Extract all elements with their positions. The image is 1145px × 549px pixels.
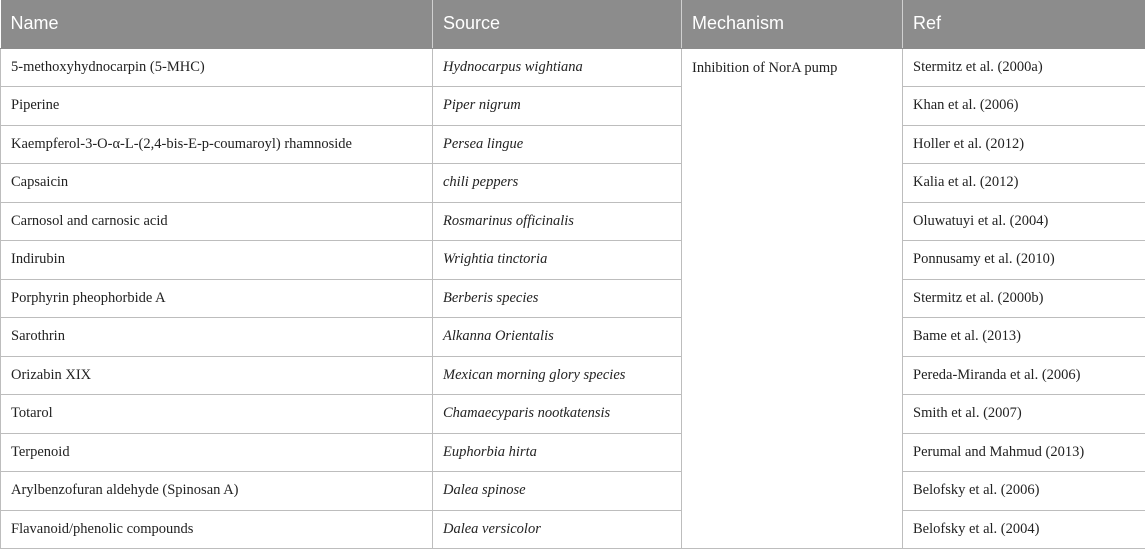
name-cell: Capsaicin [1,164,433,203]
ref-cell: Oluwatuyi et al. (2004) [903,202,1145,241]
ref-cell: Stermitz et al. (2000b) [903,279,1145,318]
name-cell: 5-methoxyhydnocarpin (5-MHC) [1,48,433,87]
table-row [1,241,1145,280]
table-row [1,164,1145,203]
table-row [1,472,1145,511]
source-cell: Mexican morning glory species [433,356,682,395]
ref-cell: Smith et al. (2007) [903,395,1145,434]
table-row [1,510,1145,549]
source-cell: Piper nigrum [433,87,682,126]
header-source: Source [433,0,682,48]
source-cell: Alkanna Orientalis [433,318,682,357]
name-cell: Kaempferol-3-O-α-L-(2,4-bis-E-p-coumaroyl) rhamnoside [1,125,433,164]
source-cell: Hydnocarpus wightiana [433,48,682,87]
ref-cell: Stermitz et al. (2000a) [903,48,1145,87]
ref-cell: Belofsky et al. (2006) [903,472,1145,511]
source-cell: Persea lingue [433,125,682,164]
source-cell: Rosmarinus officinalis [433,202,682,241]
table-row [1,279,1145,318]
source-cell: Dalea spinose [433,472,682,511]
name-cell: Porphyrin pheophorbide A [1,279,433,318]
source-cell: chili peppers [433,164,682,203]
mechanism-cell: Inhibition of NorA pump [682,48,903,549]
header-row [1,0,1145,48]
table-row [1,48,1145,87]
name-cell: Indirubin [1,241,433,280]
ref-cell: Bame et al. (2013) [903,318,1145,357]
source-cell: Wrightia tinctoria [433,241,682,280]
ref-cell: Kalia et al. (2012) [903,164,1145,203]
ref-cell: Holler et al. (2012) [903,125,1145,164]
source-cell: Berberis species [433,279,682,318]
header-name: Name [1,0,433,48]
source-cell: Dalea versicolor [433,510,682,549]
table-row [1,395,1145,434]
ref-cell: Pereda-Miranda et al. (2006) [903,356,1145,395]
ref-cell: Khan et al. (2006) [903,87,1145,126]
table-row [1,433,1145,472]
name-cell: Terpenoid [1,433,433,472]
name-cell: Orizabin XIX [1,356,433,395]
ref-cell: Perumal and Mahmud (2013) [903,433,1145,472]
name-cell: Flavanoid/phenolic compounds [1,510,433,549]
name-cell: Piperine [1,87,433,126]
header-ref: Ref [903,0,1145,48]
name-cell: Sarothrin [1,318,433,357]
table-row [1,318,1145,357]
table-row [1,202,1145,241]
ref-cell: Belofsky et al. (2004) [903,510,1145,549]
name-cell: Carnosol and carnosic acid [1,202,433,241]
table-row [1,87,1145,126]
source-cell: Chamaecyparis nootkatensis [433,395,682,434]
table-row [1,125,1145,164]
header-mechanism: Mechanism [682,0,903,48]
name-cell: Totarol [1,395,433,434]
table-row [1,356,1145,395]
name-cell: Arylbenzofuran aldehyde (Spinosan A) [1,472,433,511]
source-cell: Euphorbia hirta [433,433,682,472]
ref-cell: Ponnusamy et al. (2010) [903,241,1145,280]
